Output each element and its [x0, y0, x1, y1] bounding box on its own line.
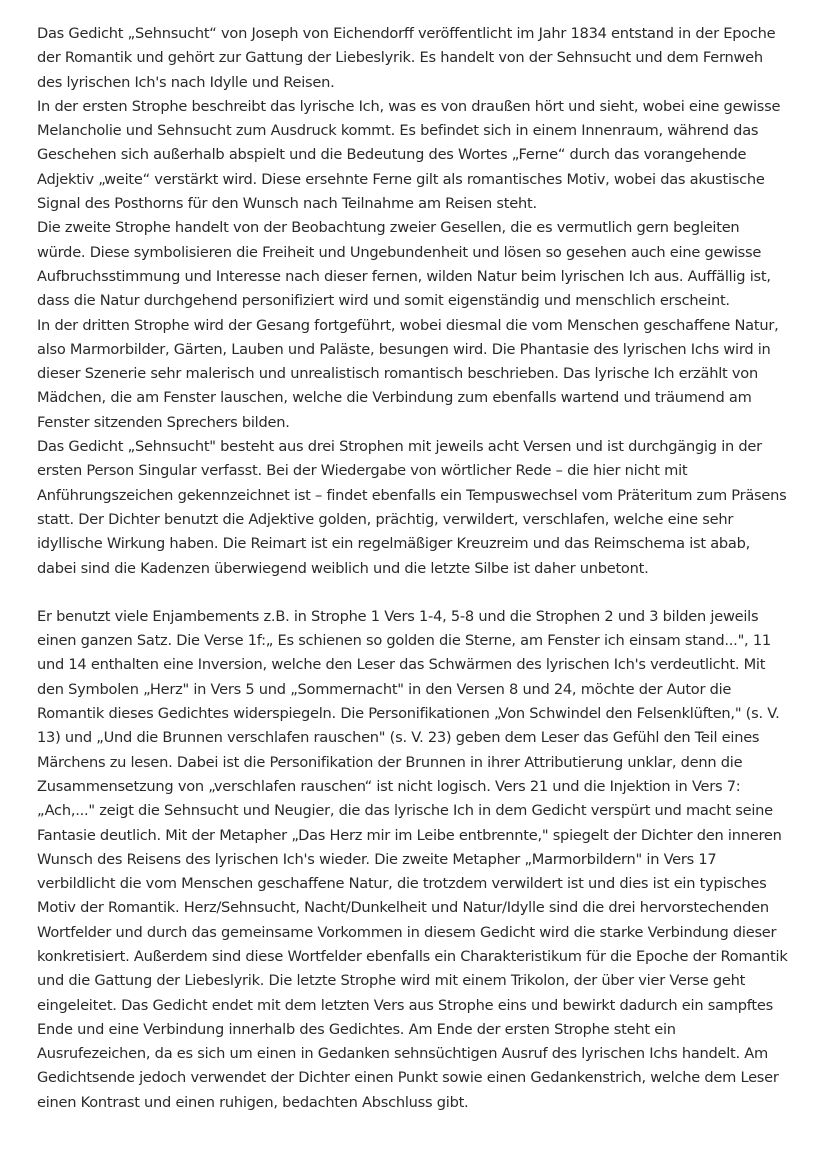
paragraph-first-stanza: In der ersten Strophe beschreibt das lyrische Ich, was es von draußen hört und sieht, wobei eine gewisse Melancholie und Sehnsucht zum Ausdruck kommt. Es befindet sich in einem Innenraum, während das Geschehen sich außerhalb abspielt und die Bedeutung des Wortes „Ferne“ durch das vorangehende Adjektiv „weite“ verstärkt wird. Diese ersehnte Ferne gilt als romantisches Motiv, wobei das akustische Signal des Posthorns für den Wunsch nach Teilnahme am Reisen steht. — [37, 97, 781, 213]
paragraph-third-stanza: In der dritten Strophe wird der Gesang fortgeführt, wobei diesmal die vom Menschen geschaffene Natur, also Marmorbilder, Gärten, Lauben und Paläste, besungen wird. Die Phantasie des lyrischen Ichs wird in dieser Szenerie sehr malerisch und unrealistisch romantisch beschrieben. Das lyrische Ich erzählt von Mädchen, die am Fenster lauschen, welche die Verbindung zum ebenfalls wartend und träumend am Fenster sitzenden Sprechers bilden. — [37, 316, 779, 431]
document-body — [37, 22, 789, 1115]
paragraph-introduction: Das Gedicht „Sehnsucht“ von Joseph von Eichendorff veröffentlicht im Jahr 1834 entstand in der Epoche der Romantik und gehört zur Gattung der Liebeslyrik. Es handelt von der Sehnsucht und dem Fernweh des lyrischen Ich's nach Idylle und Reisen. — [37, 25, 776, 91]
paragraph-gap — [37, 581, 789, 605]
paragraph-second-stanza: Die zweite Strophe handelt von der Beobachtung zweier Gesellen, die es vermutlich gern begleiten würde. Diese symbolisieren die Freiheit und Ungebundenheit und lösen so gesehen auch eine gewisse Aufbruchsstimmung und Interesse nach dieser fernen, wilden Natur beim lyrischen Ich aus. Auffällig ist, dass die Natur durchgehend personifiziert wird und somit eigenständig und menschlich erscheint. — [37, 219, 771, 310]
paragraph-stylistic-analysis: Er benutzt viele Enjambements z.B. in Strophe 1 Vers 1-4, 5-8 und die Strophen 2 und 3 bilden jeweils einen ganzen Satz. Die Verse 1f:„ Es schienen so golden die Sterne, am Fenster ich einsam stand...", 11 und 14 enthalten eine Inversion, welche den Leser das Schwärmen des lyrischen Ich's verdeutlicht. Mit den Symbolen „Herz" in Vers 5 und „Sommernacht" in den Versen 8 und 24, möchte der Autor die Romantik dieses Gedichtes widerspiegeln. Die Personifikationen „Von Schwindel den Felsenklüften," (s. V. 13) und „Und die Brunnen verschlafen rauschen" (s. V. 23) geben dem Leser das Gefühl den Teil eines Märchens zu lesen. Dabei ist die Personifikation der Brunnen in ihrer Attributierung unklar, denn die Zusammensetzung von „verschlafen rauschen“ ist nicht logisch. Vers 21 und die Injektion in Vers 7: „Ach,..." zeigt die Sehnsucht und Neugier, die das lyrische Ich in dem Gedicht verspürt und macht seine Fantasie deutlich. Mit der Metapher „Das Herz mir im Leibe entbrennte," spiegelt der Dichter den inneren Wunsch des Reisens des lyrischen Ich's wieder. Die zweite Metapher „Marmorbildern" in Vers 17 verbildlicht die vom Menschen geschaffene Natur, die trotzdem verwildert ist und dies ist ein typisches Motiv der Romantik. Herz/Sehnsucht, Nacht/Dunkelheit und Natur/Idylle sind die drei hervorstechenden Wortfelder und durch das gemeinsame Vorkommen in diesem Gedicht wird die starke Verbindung dieser konkretisiert. Außerdem sind diese Wortfelder ebenfalls ein Charakteristikum für die Epoche der Romantik und die Gattung der Liebeslyrik. Die letzte Strophe wird mit einem Trikolon, der über vier Verse geht eingeleitet. Das Gedicht endet mit dem letzten Vers aus Strophe eins und bewirkt dadurch ein sampftes Ende und eine Verbindung innerhalb des Gedichtes. Am Ende der ersten Strophe steht ein Ausrufezeichen, da es sich um einen in Gedanken sehnsüchtigen Ausruf des lyrischen Ichs handelt. Am Gedichtsende jedoch verwendet der Dichter einen Punkt sowie einen Gedankenstrich, welche dem Leser einen Kontrast und einen ruhigen, bedachten Abschluss gibt. — [37, 607, 788, 1111]
paragraph-form-analysis: Das Gedicht „Sehnsucht" besteht aus drei Strophen mit jeweils acht Versen und ist durchgängig in der ersten Person Singular verfasst. Bei der Wiedergabe von wörtlicher Rede – die hier nicht mit Anführungszeichen gekennzeichnet ist – findet ebenfalls ein Tempuswechsel vom Präteritum zum Präsens statt. Der Dichter benutzt die Adjektive golden, prächtig, verwildert, verschlafen, welche eine sehr idyllische Wirkung haben. Die Reimart ist ein regelmäßiger Kreuzreim und das Reimschema ist abab, dabei sind die Kadenzen überwiegend weiblich und die letzte Silbe ist daher unbetont. — [37, 438, 787, 577]
